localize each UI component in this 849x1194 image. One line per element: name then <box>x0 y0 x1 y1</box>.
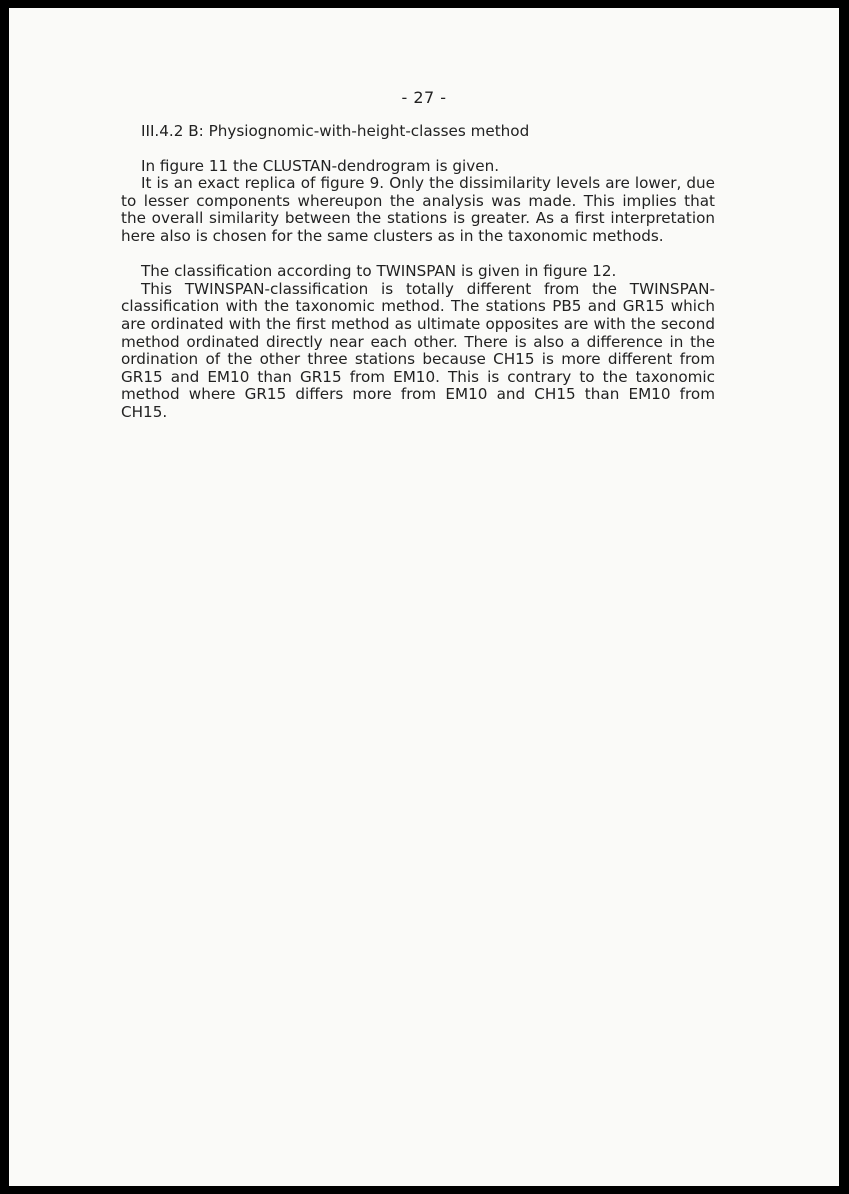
section-heading: III.4.2 B: Physiognomic-with-height-classes method <box>141 122 530 140</box>
document-body <box>121 123 715 422</box>
paragraph-spacer <box>121 246 715 264</box>
paragraph-figure-11: In figure 11 the CLUSTAN-dendrogram is given. <box>141 156 500 175</box>
paragraph-twinspan-comparison: This TWINSPAN-classification is totally different from the TWINSPAN-classification with the taxonomic method. The stations PB5 and GR15 which are ordinated with the first method as ultimate opposites are with the second method ordinated directly near each other. There is also a difference in the ordination of the other three stations because CH15 is more different from GR15 and EM10 than GR15 from EM10. This is contrary to the taxonomic method where GR15 differs more from EM10 and CH15 than EM10 from CH15. <box>121 279 715 421</box>
paragraph-twinspan-intro: The classification according to TWINSPAN is given in figure 12. <box>141 262 617 281</box>
document-page <box>9 8 839 1186</box>
page-number: - 27 - <box>401 88 447 107</box>
paragraph-replica: It is an exact replica of figure 9. Only the dissimilarity levels are lower, due to lesser components whereupon the analysis was made. This implies that the overall similarity between the stations is greater. As a first interpretation here also is chosen for the same clusters as in the taxonomic methods. <box>121 174 715 245</box>
